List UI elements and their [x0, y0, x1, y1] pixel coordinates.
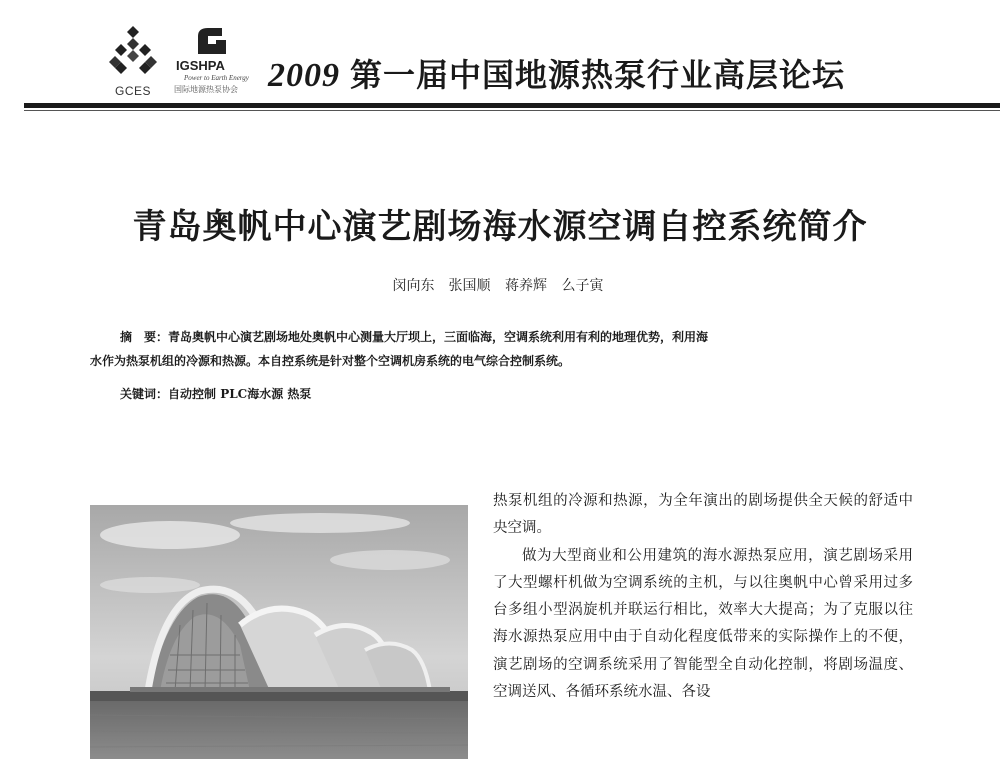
- theater-photo: [90, 505, 468, 759]
- gces-emblem-icon: [108, 24, 158, 82]
- forum-title: [268, 50, 845, 96]
- abstract-text-1: 青岛奥帆中心演艺剧场地处奥帆中心测量大厅坝上，三面临海，空调系统利用有利的地理优势，利用海: [168, 330, 709, 344]
- keywords: [120, 385, 820, 402]
- forum-year: 2009: [268, 57, 340, 94]
- keywords-label: 关键词：: [120, 387, 169, 401]
- forum-name: 第一届中国地源热泵行业高层论坛: [350, 56, 846, 94]
- article-title: 青岛奥帆中心演艺剧场海水源空调自控系统简介: [132, 207, 868, 247]
- abstract-line-1: [90, 325, 910, 349]
- abstract-line-2: 水作为热泵机组的冷源和热源。本自控系统是针对整个空调机房系统的电气综合控制系统。: [90, 354, 571, 368]
- gces-logo-text: GCES: [114, 84, 151, 98]
- body-text-column: [493, 488, 913, 706]
- igshpa-emblem-icon: [192, 26, 232, 56]
- igshpa-logo-text: IGSHPA: [176, 58, 225, 73]
- igshpa-chinese-name: 国际地源热泵协会: [174, 85, 238, 94]
- header-rule-thin: [24, 110, 1000, 111]
- igshpa-logo: [172, 26, 252, 100]
- page-header: [0, 0, 1000, 110]
- author-list: 闵向东 张国顺 蒋养辉 么子寅: [392, 278, 604, 294]
- gces-logo: [104, 24, 162, 102]
- igshpa-tagline: Power to Earth Energy: [184, 74, 249, 82]
- abstract: [90, 325, 910, 373]
- keywords-text: 自动控制 PLC海水源 热泵: [168, 387, 312, 401]
- abstract-label: 摘 要：: [120, 330, 169, 344]
- theater-building-image: [90, 505, 468, 759]
- body-paragraph-1: 热泵机组的冷源和热源，为全年演出的剧场提供全天候的舒适中央空调。: [493, 493, 913, 537]
- header-rule-thick: [24, 103, 1000, 108]
- body-paragraph-2: 做为大型商业和公用建筑的海水源热泵应用，演艺剧场采用了大型螺杆机做为空调系统的主机，与以往奥帆中心曾采用过多台多组小型涡旋机并联运行相比，效率大大提高；为了克服以往海水源热泵应用中由于自动化程度低带来的实际操作上的不便，演艺剧场的空调系统采用了智能型全自动化控制，将剧场温度、空调送风、各循环系统水温、各设: [493, 547, 913, 701]
